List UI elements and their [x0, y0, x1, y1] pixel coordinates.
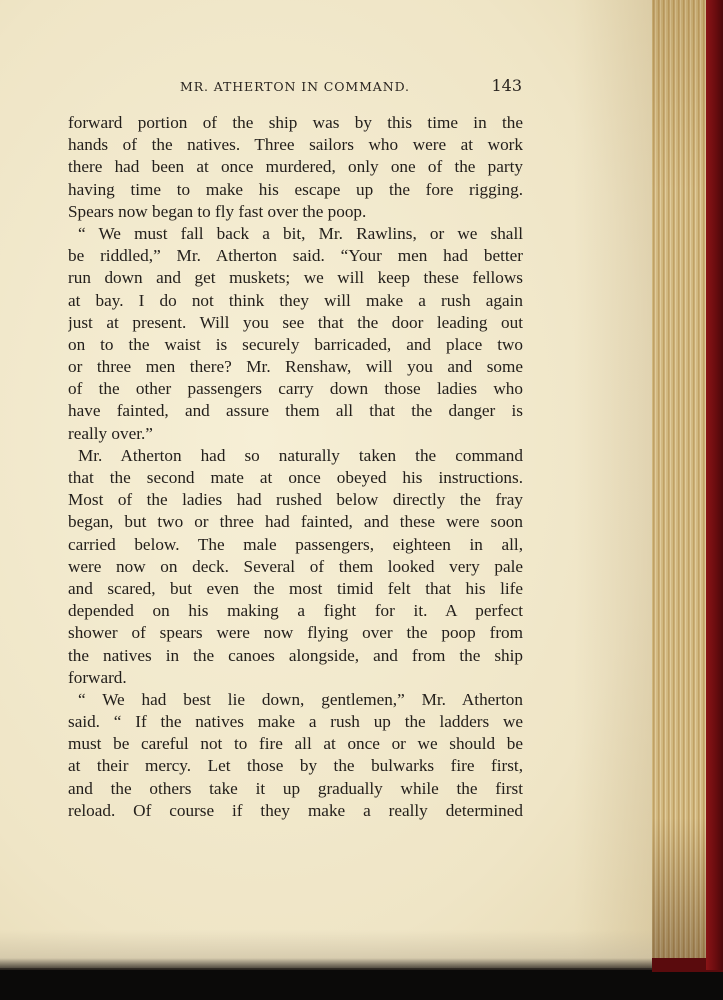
page-header	[68, 76, 522, 98]
text-line: Mr. Atherton had so naturally taken the command	[78, 445, 523, 465]
text-line: Most of the ladies had rushed below directly the fray	[68, 490, 523, 510]
text-line: of the other passengers carry down those ladies who	[68, 379, 523, 399]
text-line: said. “ If the natives make a rush up the ladders we	[68, 712, 523, 732]
running-title: MR. ATHERTON IN COMMAND.	[180, 79, 410, 94]
text-line: have fainted, and assure them all that the danger is	[68, 401, 523, 421]
text-line: there had been at once murdered, only one of the party	[68, 157, 523, 177]
text-line: having time to make his escape up the fore rigging.	[68, 179, 523, 199]
body-text	[68, 112, 523, 822]
text-line: at bay. I do not think they will make a rush again	[68, 290, 523, 310]
text-line: and the others take it up gradually while the first	[68, 778, 523, 798]
text-line: shower of spears were now flying over the poop from	[68, 623, 523, 643]
text-line: really over.”	[68, 423, 153, 443]
page-edges	[652, 0, 708, 962]
text-line: on to the waist is securely barricaded, and place two	[68, 334, 523, 354]
text-line: must be careful not to fire all at once or we should be	[68, 734, 523, 754]
text-line: reload. Of course if they make a really determined	[68, 800, 523, 820]
text-line: run down and get muskets; we will keep these fellows	[68, 268, 523, 288]
text-line: were now on deck. Several of them looked very pale	[68, 556, 523, 576]
text-line: that the second mate at once obeyed his instructions.	[68, 468, 523, 487]
text-line: began, but two or three had fainted, and these were soon	[68, 512, 523, 532]
text-line: the natives in the canoes alongside, and from the ship	[68, 645, 523, 665]
text-line: and scared, but even the most timid felt that his life	[68, 578, 523, 598]
page-number: 143	[491, 76, 522, 95]
text-line: hands of the natives. Three sailors who were at work	[68, 135, 523, 155]
text-line: just at present. Will you see that the door leading out	[68, 312, 523, 332]
text-line: be riddled,” Mr. Atherton said. “Your men had better	[68, 246, 523, 266]
book-cover-edge	[706, 0, 723, 970]
text-line: Spears now began to fly fast over the poop.	[68, 201, 367, 221]
text-line: “ We had best lie down, gentlemen,” Mr. Atherton	[78, 689, 523, 709]
text-line: forward.	[68, 667, 127, 687]
text-line: at their mercy. Let those by the bulwarks fire first,	[68, 756, 523, 776]
text-line: “ We must fall back a bit, Mr. Rawlins, or we shall	[78, 223, 523, 243]
text-line: depended on his making a fight for it. A perfect	[68, 601, 523, 621]
text-line: or three men there? Mr. Renshaw, will you and some	[68, 357, 523, 377]
text-line: forward portion of the ship was by this time in the	[68, 113, 523, 132]
page-bottom-shadow	[0, 930, 652, 970]
text-line: carried below. The male passengers, eighteen in all,	[68, 534, 523, 554]
